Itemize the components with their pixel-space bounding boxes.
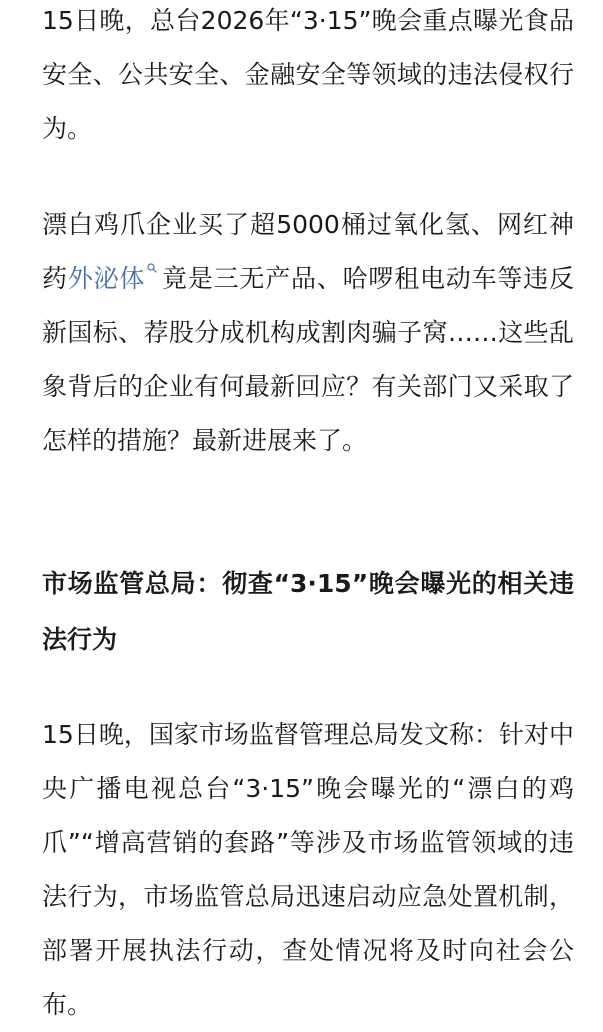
paragraph-issues-text-start: 漂白鸡爪企业买了超5000桶过氧化氢、网红神药 <box>42 210 574 293</box>
paragraph-intro: 15日晚，总台2026年“3·15”晚会重点曝光食品安全、公共安全、金融安全等领域的违法侵权行为。 <box>42 6 574 143</box>
search-icon[interactable] <box>147 263 157 273</box>
search-link-exosome[interactable]: 外泌体 <box>67 264 146 293</box>
paragraph-issues-text-end: 竟是三无产品、哈啰租电动车等违反新国标、荐股分成机构成割肉骗子窝……这些乱象背后的企业有何最新回应？有关部门又采取了怎样的措施？最新进展来了。 <box>42 264 574 455</box>
paragraph-samr-statement: 15日晚，国家市场监督管理总局发文称：针对中央广播电视总台“3·15”晚会曝光的“漂白的鸡爪”“增高营销的套路”等涉及市场监管领域的违法行为，市场监管总局迅速启动应急处置机制，部署开展执法行动，查处情况将及时向社会公布。 <box>42 720 574 1019</box>
paragraph-issues <box>42 198 574 468</box>
section-heading: 市场监管总局：彻查“3·15”晚会曝光的相关违法行为 <box>42 569 574 654</box>
